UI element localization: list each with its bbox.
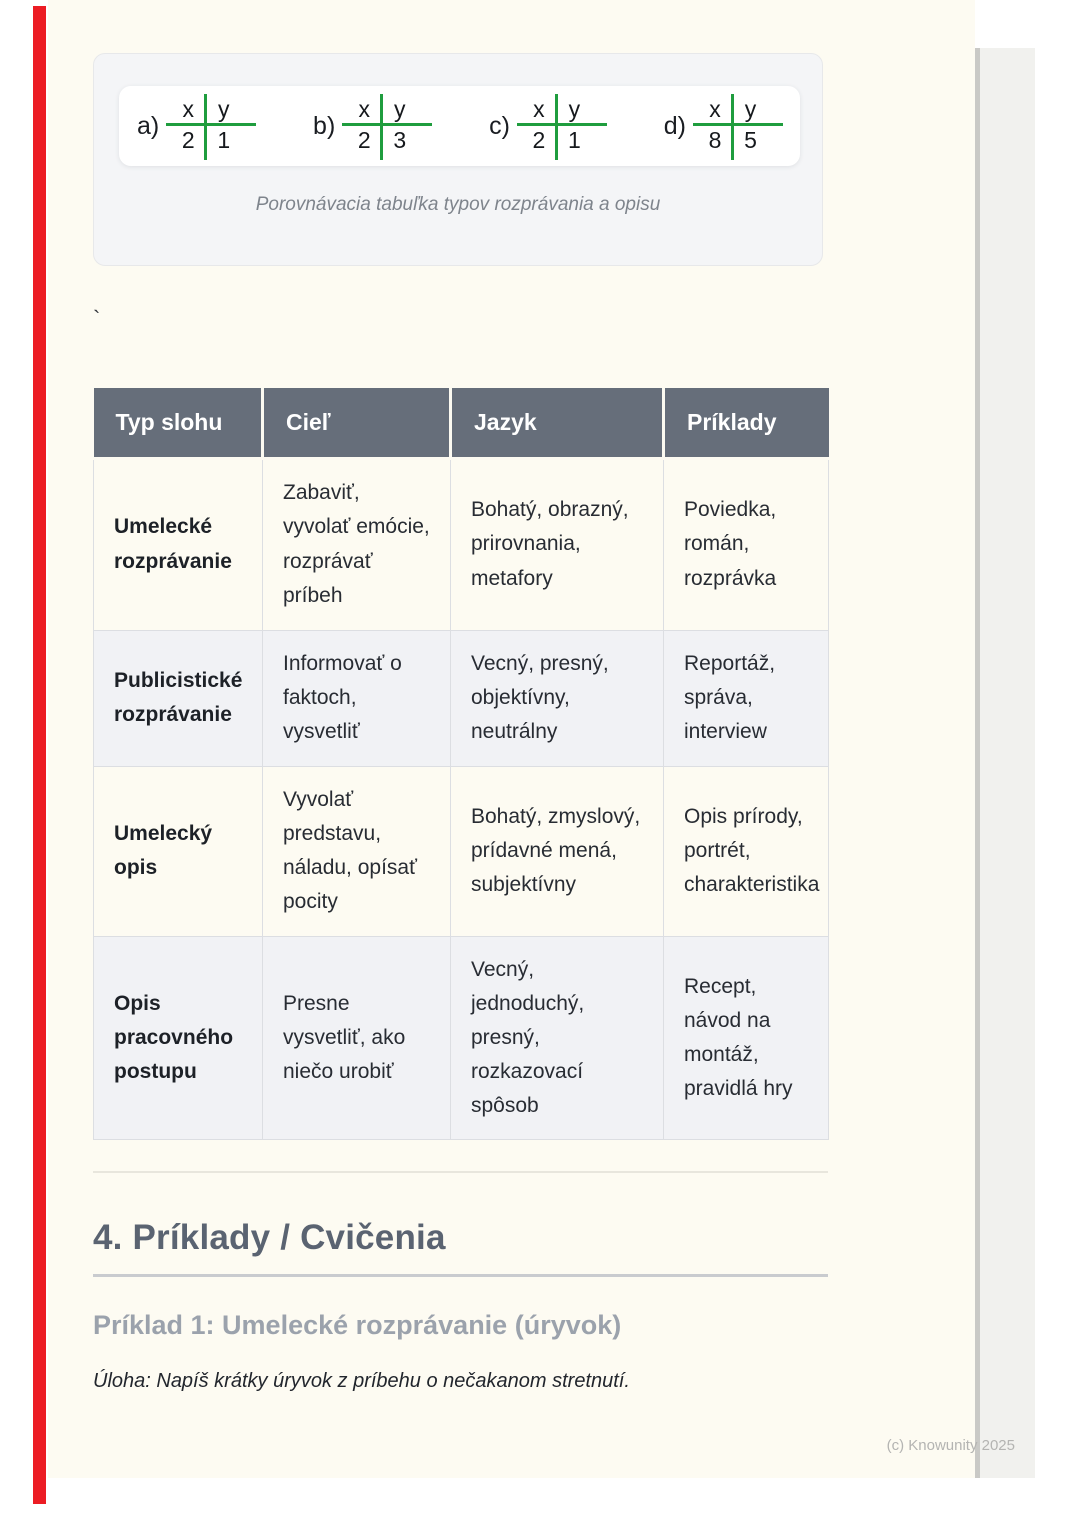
ratio-table-grid [172,95,243,157]
green-hline [342,123,432,126]
table-cell: Vecný, jednoduchý, presný, rozkazovací spôsob [451,936,664,1139]
ratio-tables-figure [119,86,800,166]
table-row [94,936,829,1139]
ratio-cell: y [744,96,757,122]
ratio-cell: 8 [708,127,722,153]
scrollbar[interactable] [975,48,980,1478]
column-header: Príklady [664,388,829,458]
ratio-cells [523,95,594,157]
table-cell: Poviedka, román, rozprávka [664,458,829,630]
green-vline [731,94,734,160]
ratio-label: c) [489,111,510,140]
ratio-cell: x [358,96,371,122]
ratio-cell: 1 [568,127,581,153]
ratio-table-c [489,95,594,157]
green-hline [517,123,607,126]
ratio-table-grid [523,95,594,157]
ratio-cell: y [568,96,581,122]
table-cell: Presne vysvetliť, ako niečo urobiť [263,936,451,1139]
green-vline [204,94,207,160]
green-hline [166,123,256,126]
row-header-cell: Publicistické rozprávanie [94,630,263,766]
table-cell: Vyvolať predstavu, náladu, opísať pocity [263,766,451,936]
green-hline [693,123,783,126]
table-cell: Informovať o faktoch, vysvetliť [263,630,451,766]
row-header-cell: Umelecké rozprávanie [94,458,263,630]
green-vline [555,94,558,160]
table-row [94,458,829,630]
table-cell: Bohatý, obrazný, prirovnania, metafory [451,458,664,630]
figure-caption: Porovnávacia tabuľka typov rozprávania a opisu [255,194,661,215]
table-row [94,766,829,936]
row-header-cell: Umelecký opis [94,766,263,936]
heading-underline [93,1274,828,1277]
table-cell: Vecný, presný, objektívny, neutrálny [451,630,664,766]
ratio-cell: x [182,96,194,122]
column-header: Cieľ [263,388,451,458]
table-cell: Reportáž, správa, interview [664,630,829,766]
document-page [48,0,975,1478]
ratio-cell: 5 [744,127,757,153]
ratio-label: a) [137,111,160,140]
ratio-cell: 2 [181,127,195,153]
table-cell: Opis prírody, portrét, charakteristika [664,766,829,936]
ratio-table-b [313,95,419,157]
example-subheading: Príklad 1: Umelecké rozprávanie (úryvok) [93,1310,622,1340]
ratio-cell: 1 [217,127,231,153]
table-header-row [94,388,829,458]
table-body [94,458,829,1139]
table-cell: Recept, návod na montáž, pravidlá hry [664,936,829,1139]
green-vline [380,94,383,160]
ratio-table-grid [348,95,419,157]
section-divider [93,1171,828,1173]
header-row [94,388,829,458]
ratio-cells [699,95,770,157]
ratio-cell: x [533,96,545,122]
figure-card [93,53,823,266]
table-cell: Bohatý, zmyslový, prídavné mená, subjektívny [451,766,664,936]
ratio-label: d) [663,111,686,140]
column-header: Typ slohu [94,388,263,458]
ratio-cell: 2 [357,127,371,153]
row-header-cell: Opis pracovného postupu [94,936,263,1139]
comparison-table [93,388,829,1140]
stray-backtick: ` [93,306,101,331]
ratio-cell: y [217,96,230,122]
ratio-cell: 2 [532,127,546,153]
ratio-table-a [137,95,243,157]
ratio-cells [348,95,419,157]
ratio-table-grid [699,95,770,157]
ratio-cell: x [709,96,721,122]
section-heading: 4. Príklady / Cvičenia [93,1218,446,1257]
ratio-cells [172,95,243,157]
ratio-table-d [664,95,770,157]
ratio-label: b) [313,111,336,140]
copyright-watermark: (c) Knowunity 2025 [886,1437,1015,1454]
table-row [94,630,829,766]
ratio-cell: y [394,96,406,122]
ratio-cell: 3 [393,127,407,153]
task-text: Úloha: Napíš krátky úryvok z príbehu o nečakanom stretnutí. [93,1370,630,1392]
right-gutter [980,48,1035,1478]
column-header: Jazyk [451,388,664,458]
table-cell: Zabaviť, vyvolať emócie, rozprávať príbeh [263,458,451,630]
red-marker-bar [33,6,46,1504]
